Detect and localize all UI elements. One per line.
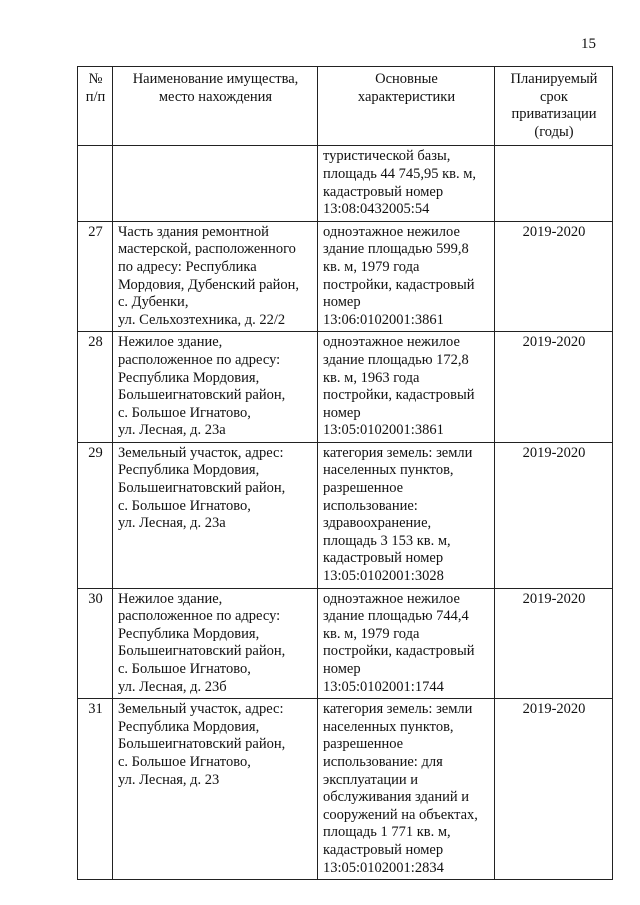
property-characteristics — [318, 146, 495, 221]
property-characteristics-line: 13:08:0432005:54 — [323, 201, 430, 218]
property-name-line: ул. Лесная, д. 23б — [118, 678, 227, 695]
property-characteristics-line: номер — [323, 661, 361, 677]
table-body — [78, 146, 613, 880]
property-characteristics-line: здание площадью 744,4 — [323, 608, 469, 625]
property-characteristics-line: кв. м, 1979 года — [323, 625, 420, 642]
table-header-row — [78, 67, 613, 146]
page-number: 15 — [581, 36, 596, 52]
property-characteristics-line: постройки, кадастровый — [323, 643, 475, 660]
header-num: № п/п — [78, 67, 113, 146]
header-characteristics: Основные характеристики — [318, 67, 495, 146]
property-characteristics-line: площадь 1 771 кв. м, — [323, 824, 451, 841]
property-characteristics-line: 13:05:0102001:1744 — [323, 678, 444, 695]
property-name-line: ул. Сельхозтехника, д. 22/2 — [118, 311, 286, 328]
property-name — [113, 442, 318, 588]
table-row — [78, 442, 613, 588]
property-characteristics-line: кв. м, 1963 года — [323, 369, 420, 386]
property-characteristics-line: 13:05:0102001:2834 — [323, 859, 444, 876]
privatization-table — [77, 66, 613, 880]
property-characteristics-line: категория земель: земли — [323, 444, 473, 461]
table-row — [78, 332, 613, 443]
privatization-term: 2019-2020 — [495, 699, 613, 880]
property-characteristics-line: разрешенное — [323, 736, 404, 753]
property-name — [113, 146, 318, 221]
property-characteristics-line: одноэтажное нежилое — [323, 590, 460, 607]
row-number: 30 — [78, 588, 113, 699]
property-name-line: Большеигнатовский район, — [118, 643, 286, 660]
property-name-line: Республика Мордовия, — [118, 625, 260, 642]
property-characteristics-line: 13:06:0102001:3861 — [323, 311, 444, 328]
row-number: 28 — [78, 332, 113, 443]
property-characteristics — [318, 588, 495, 699]
property-name-line: Республика Мордовия, — [118, 718, 260, 735]
property-characteristics — [318, 699, 495, 880]
property-characteristics-line: кадастровый номер — [323, 841, 444, 858]
property-name — [113, 221, 318, 332]
property-name-line: Нежилое здание, — [118, 334, 223, 351]
property-characteristics — [318, 442, 495, 588]
property-name-line: Большеигнатовский район, — [118, 480, 286, 497]
property-characteristics-line: использование: — [323, 497, 418, 514]
property-characteristics-line: здание площадью 172,8 — [323, 351, 469, 368]
property-name — [113, 332, 318, 443]
property-characteristics-line: разрешенное — [323, 480, 404, 497]
property-name-line: Земельный участок, адрес: — [118, 701, 284, 718]
property-name — [113, 588, 318, 699]
property-characteristics-line: категория земель: земли — [323, 701, 473, 718]
property-characteristics-line: использование: для — [323, 753, 443, 770]
property-characteristics — [318, 221, 495, 332]
property-characteristics-line: номер — [323, 404, 361, 421]
privatization-term: 2019-2020 — [495, 221, 613, 332]
row-number: 27 — [78, 221, 113, 332]
header-term: Планируемый срок приватизации (годы) — [495, 67, 613, 146]
property-name — [113, 699, 318, 880]
property-characteristics-line: эксплуатации и — [323, 771, 419, 788]
property-characteristics-line: кадастровый номер — [323, 550, 444, 567]
property-characteristics-line: здравоохранение, — [323, 515, 432, 532]
property-characteristics-line: постройки, кадастровый — [323, 276, 475, 293]
property-name-line: ул. Лесная, д. 23а — [118, 515, 226, 532]
header-name: Наименование имущества, место нахождения — [113, 67, 318, 146]
property-name-line: Часть здания ремонтной — [118, 223, 269, 240]
property-name-line: по адресу: Республика — [118, 258, 257, 275]
property-name-line: с. Большое Игнатово, — [118, 404, 251, 421]
property-characteristics-line: одноэтажное нежилое — [323, 223, 460, 240]
property-characteristics-line: обслуживания зданий и — [323, 789, 469, 806]
row-number: 29 — [78, 442, 113, 588]
property-characteristics-line: здание площадью 599,8 — [323, 241, 469, 258]
property-characteristics-line: площадь 44 745,95 кв. м, — [323, 165, 477, 182]
property-name-line: расположенное по адресу: — [118, 351, 281, 368]
privatization-term: 2019-2020 — [495, 442, 613, 588]
property-characteristics-line: туристической базы, — [323, 148, 451, 165]
property-name-line: Республика Мордовия, — [118, 462, 260, 479]
table-row — [78, 146, 613, 221]
privatization-term: 2019-2020 — [495, 332, 613, 443]
property-characteristics-line: постройки, кадастровый — [323, 387, 475, 404]
table-row — [78, 699, 613, 880]
property-name-line: Мордовия, Дубенский район, — [118, 276, 300, 293]
property-name-line: ул. Лесная, д. 23 — [118, 771, 220, 788]
property-characteristics-line: сооружений на объектах, — [323, 806, 478, 823]
property-characteristics-line: одноэтажное нежилое — [323, 334, 460, 351]
row-number: 31 — [78, 699, 113, 880]
table-row — [78, 588, 613, 699]
property-characteristics-line: населенных пунктов, — [323, 462, 454, 479]
property-characteristics — [318, 332, 495, 443]
table-row — [78, 221, 613, 332]
property-name-line: Большеигнатовский район, — [118, 736, 286, 753]
row-number — [78, 146, 113, 221]
property-characteristics-line: номер — [323, 294, 361, 311]
property-name-line: Нежилое здание, — [118, 590, 223, 607]
property-characteristics-line: 13:05:0102001:3861 — [323, 422, 444, 439]
property-characteristics-line: площадь 3 153 кв. м, — [323, 532, 451, 549]
property-name-line: с. Большое Игнатово, — [118, 753, 251, 770]
property-name-line: Большеигнатовский район, — [118, 387, 286, 404]
property-name-line: с. Большое Игнатово, — [118, 497, 251, 514]
property-name-line: расположенное по адресу: — [118, 608, 281, 625]
property-name-line: Земельный участок, адрес: — [118, 444, 284, 461]
property-characteristics-line: кв. м, 1979 года — [323, 258, 420, 275]
property-name-line: мастерской, расположенного — [118, 241, 296, 258]
property-characteristics-line: кадастровый номер — [323, 183, 444, 200]
property-characteristics-line: населенных пунктов, — [323, 718, 454, 735]
privatization-term — [495, 146, 613, 221]
property-name-line: Республика Мордовия, — [118, 369, 260, 386]
property-name-line: с. Дубенки, — [118, 294, 189, 311]
property-name-line: ул. Лесная, д. 23а — [118, 422, 226, 439]
property-name-line: с. Большое Игнатово, — [118, 661, 251, 677]
property-characteristics-line: 13:05:0102001:3028 — [323, 568, 444, 585]
privatization-term: 2019-2020 — [495, 588, 613, 699]
